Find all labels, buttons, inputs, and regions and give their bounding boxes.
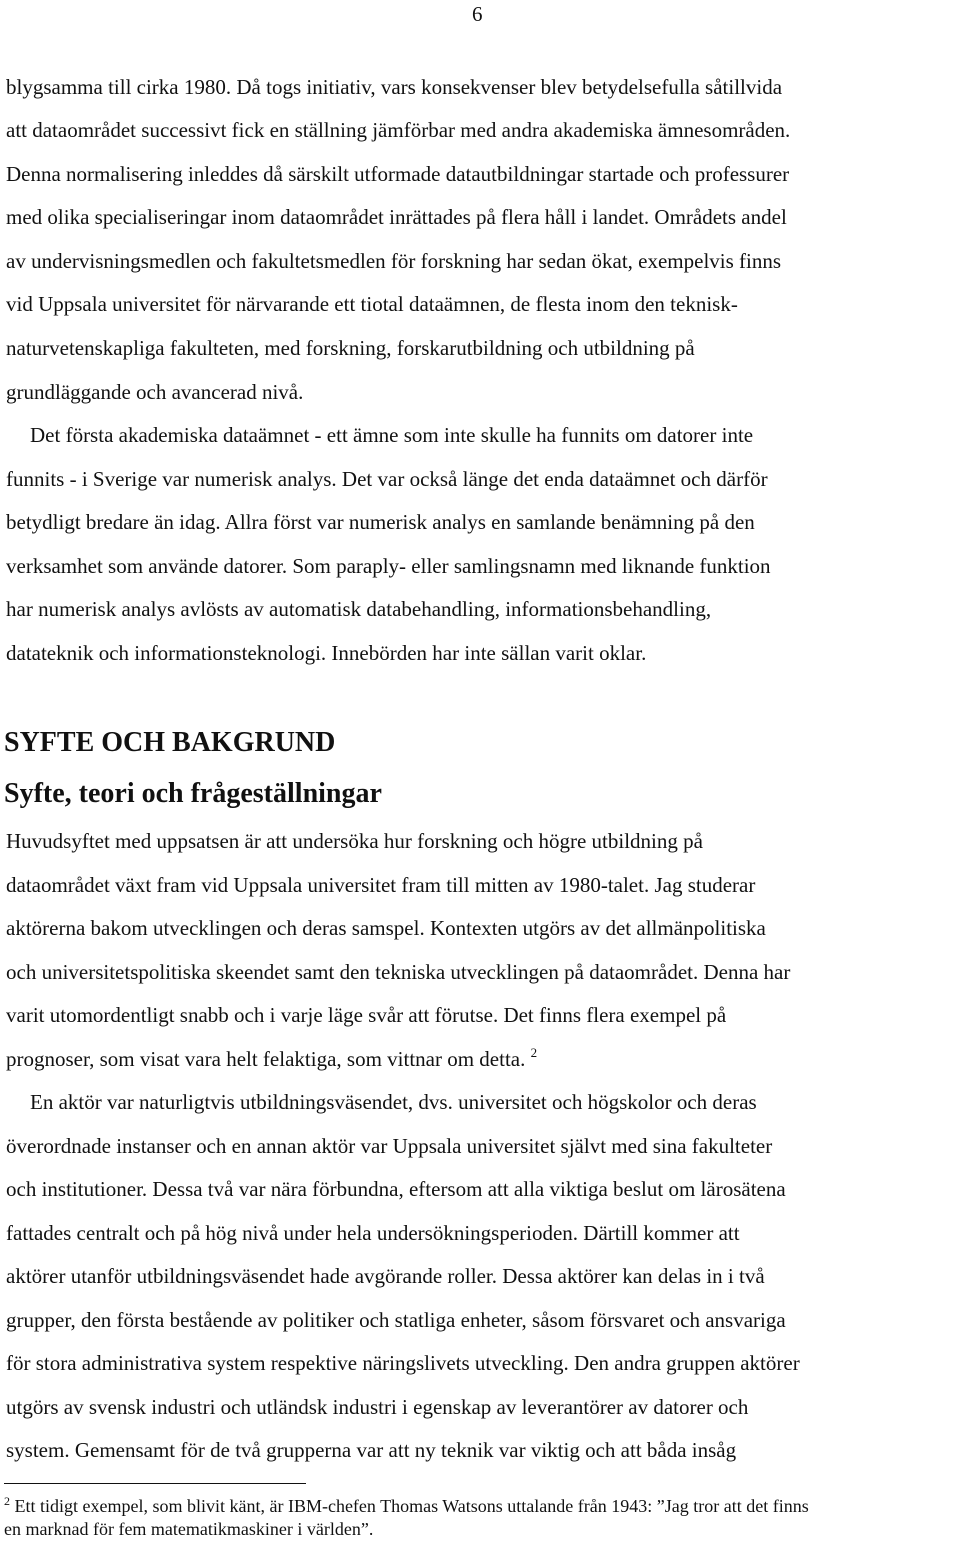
paragraph2-line: funnits - i Sverige var numerisk analys. Det var också länge det enda dataämnet och därför	[6, 467, 768, 491]
page-number: 6	[472, 2, 483, 26]
paragraph1-line: vid Uppsala universitet för närvarande ett tiotal dataämnen, de flesta inom den teknisk-	[6, 292, 738, 316]
paragraph4-line: överordnade instanser och en annan aktör var Uppsala universitet självt med sina fakulteter	[6, 1134, 773, 1158]
paragraph1-line: med olika specialiseringar inom dataområdet inrättades på flera håll i landet. Områdets andel	[6, 205, 787, 229]
paragraph4-line: och institutioner. Dessa två var nära förbundna, eftersom att alla viktiga beslut om lärosätena	[6, 1177, 786, 1201]
footnote-text: Ett tidigt exempel, som blivit känt, är IBM-chefen Thomas Watsons uttalande från 1943: ”Jag tror att det finns	[10, 1496, 809, 1516]
paragraph3-line: och universitetspolitiska skeendet samt den tekniska utvecklingen på dataområdet. Denna har	[6, 960, 791, 984]
paragraph4-line: En aktör var naturligtvis utbildningsväsendet, dvs. universitet och högskolor och deras	[30, 1090, 757, 1114]
paragraph1-line: grundläggande och avancerad nivå.	[6, 380, 304, 404]
paragraph3-line: aktörerna bakom utvecklingen och deras samspel. Kontexten utgörs av det allmänpolitiska	[6, 916, 766, 940]
section-heading: SYFTE OCH BAKGRUND	[4, 727, 336, 758]
paragraph3-line: varit utomordentligt snabb och i varje läge svår att förutse. Det finns flera exempel på	[6, 1003, 727, 1027]
paragraph2-line: har numerisk analys avlösts av automatisk databehandling, informationsbehandling,	[6, 597, 712, 621]
footnote-reference[interactable]: 2	[530, 1045, 538, 1060]
paragraph4-line: grupper, den första bestående av politiker och statliga enheter, såsom försvaret och ansvariga	[6, 1308, 786, 1332]
subsection-heading: Syfte, teori och frågeställningar	[4, 778, 382, 809]
paragraph4-line: aktörer utanför utbildningsväsendet hade avgörande roller. Dessa aktörer kan delas in i två	[6, 1264, 765, 1288]
paragraph3-line: Huvudsyftet med uppsatsen är att undersöka hur forskning och högre utbildning på	[6, 829, 703, 853]
paragraph1-line: naturvetenskapliga fakulteten, med forskning, forskarutbildning och utbildning på	[6, 336, 695, 360]
paragraph2-line: verksamhet som använde datorer. Som paraply- eller samlingsnamn med liknande funktion	[6, 554, 771, 578]
footnote-line	[4, 1495, 809, 1517]
footnote-divider	[4, 1483, 306, 1484]
paragraph1-line: blygsamma till cirka 1980. Då togs initiativ, vars konsekvenser blev betydelsefulla såtillvida	[6, 75, 783, 99]
paragraph3-line: dataområdet växt fram vid Uppsala universitet fram till mitten av 1980-talet. Jag studerar	[6, 873, 756, 897]
paragraph4-line: utgörs av svensk industri och utländsk industri i egenskap av leverantörer av datorer och	[6, 1395, 749, 1419]
paragraph4-line: system. Gemensamt för de två grupperna var att ny teknik var viktig och att båda insåg	[6, 1438, 737, 1462]
paragraph1-line: att dataområdet successivt fick en ställning jämförbar med andra akademiska ämnesområden.	[6, 118, 791, 142]
paragraph3-last-text: prognoser, som visat vara helt felaktiga, som vittnar om detta.	[6, 1047, 531, 1071]
footnote-number: 2	[4, 1494, 10, 1508]
paragraph3-line	[6, 1047, 956, 1071]
footnote-line: en marknad för fem matematikmaskiner i världen”.	[4, 1519, 374, 1539]
paragraph1-line: av undervisningsmedlen och fakultetsmedlen för forskning har sedan ökat, exempelvis finns	[6, 249, 782, 273]
paragraph2-line: Det första akademiska dataämnet - ett ämne som inte skulle ha funnits om datorer inte	[30, 423, 754, 447]
paragraph2-line: datateknik och informationsteknologi. Innebörden har inte sällan varit oklar.	[6, 641, 647, 665]
paragraph4-line: fattades centralt och på hög nivå under hela undersökningsperioden. Därtill kommer att	[6, 1221, 740, 1245]
paragraph1-line: Denna normalisering inleddes då särskilt utformade datautbildningar startade och professurer	[6, 162, 790, 186]
paragraph4-line: för stora administrativa system respektive näringslivets utveckling. Den andra gruppen aktörer	[6, 1351, 800, 1375]
paragraph2-line: betydligt bredare än idag. Allra först var numerisk analys en samlande benämning på den	[6, 510, 755, 534]
